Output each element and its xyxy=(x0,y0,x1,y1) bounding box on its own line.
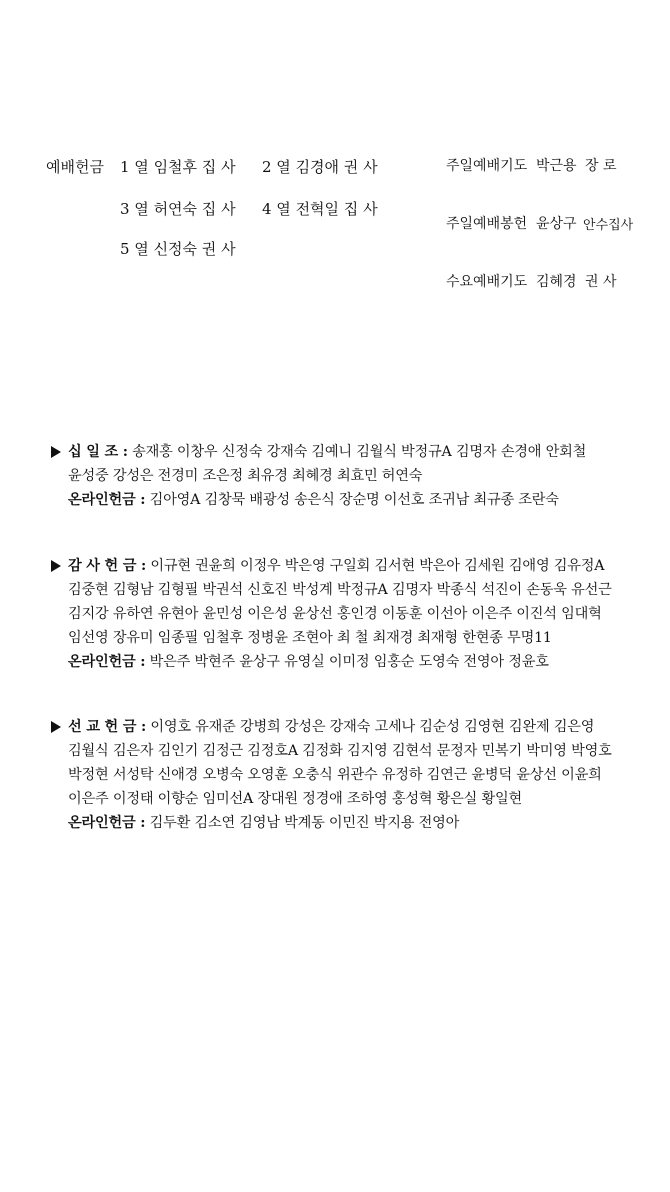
role-2-name: 윤상구 xyxy=(536,216,577,232)
section-2-online-names: 박은주 박현주 윤상구 유영실 이미정 임홍순 도영숙 전영아 정윤호 xyxy=(149,654,549,670)
offering-row-3-a: 5 열 신정숙 권 사 xyxy=(120,240,236,258)
section-1-online xyxy=(68,489,559,509)
offering-row-1-b: 2 열 김경애 권 사 xyxy=(262,158,378,176)
section-2-heading: 감 사 헌 금 : xyxy=(68,558,147,574)
section-1-online-names: 김아영A 김창묵 배광성 송은식 장순명 이선호 조귀남 최규종 조란숙 xyxy=(149,492,559,508)
bullet-triangle-icon xyxy=(51,721,61,733)
section-3-online xyxy=(68,812,459,832)
section-3-heading: 선 교 헌 금 : xyxy=(68,719,147,735)
section-3-line-1 xyxy=(68,716,594,736)
role-3-rank: 권 사 xyxy=(585,274,617,290)
section-3-line-2: 김월식 김은자 김인기 김정근 김정호A 김정화 김지영 김현석 문정자 민복기 박미영 박영호 xyxy=(68,743,612,759)
section-1-names: 송재홍 이창우 신정숙 강재숙 김예니 김월식 박정규A 김명자 손경애 안회철 xyxy=(132,444,587,460)
offering-row-1-a: 1 열 임철후 집 사 xyxy=(120,158,236,176)
section-1-line-2: 윤성중 강성은 전경미 조은정 최유경 최혜경 최효민 허연숙 xyxy=(68,468,423,484)
bullet-triangle-icon xyxy=(51,560,61,572)
section-3-line-4: 이은주 이정태 이향순 임미선A 장대원 정경애 조하영 홍성혁 황은실 황일현 xyxy=(68,791,522,807)
offering-row-2-a: 3 열 허연숙 집 사 xyxy=(120,200,236,218)
section-3-online-label: 온라인헌금 : xyxy=(68,815,146,831)
offering-label: 예배헌금 xyxy=(46,158,104,176)
section-2-line-2: 김중현 김형남 김형필 박권석 신호진 박성계 박정규A 김명자 박종식 석진이 손동욱 유선근 xyxy=(68,582,612,598)
role-3-title: 수요예배기도 xyxy=(446,274,528,290)
section-3-line-3: 박정현 서성탁 신애경 오병숙 오영훈 오충식 위관수 유정하 김연근 윤병덕 윤상선 이윤희 xyxy=(68,767,602,783)
bullet-triangle-icon xyxy=(51,446,61,458)
section-1-online-label: 온라인헌금 : xyxy=(68,492,146,508)
role-2-title: 주일예배봉헌 xyxy=(446,216,528,232)
role-2-rank: 안수집사 xyxy=(583,218,634,233)
section-1-line-1 xyxy=(68,441,586,461)
section-2-names: 이규현 권윤희 이정우 박은영 구일회 김서현 박은아 김세원 김애영 김유정A xyxy=(150,558,605,574)
section-2-line-3: 김지강 유하연 유현아 윤민성 이은성 윤상선 홍인경 이동훈 이선아 이은주 이진석 임대혁 xyxy=(68,606,602,622)
section-3-names: 이영호 유재준 강병희 강성은 강재숙 고세나 김순성 김영현 김완제 김은영 xyxy=(150,719,595,735)
role-1-rank: 장 로 xyxy=(585,158,617,174)
section-2-online-label: 온라인헌금 : xyxy=(68,654,146,670)
role-3-name: 김혜경 xyxy=(536,274,577,290)
role-1-title: 주일예배기도 xyxy=(446,158,528,174)
role-1-name: 박근용 xyxy=(536,158,577,174)
section-1-heading: 십 일 조 : xyxy=(68,444,128,460)
section-2-online xyxy=(68,651,549,671)
section-3-online-names: 김두환 김소연 김영남 박계동 이민진 박지용 전영아 xyxy=(149,815,460,831)
section-2-line-4: 임선영 장유미 임종필 임철후 정병윤 조현아 최 철 최재경 최재형 한현종 무명11 xyxy=(68,630,552,646)
section-2-line-1 xyxy=(68,555,604,575)
offering-row-2-b: 4 열 전혁일 집 사 xyxy=(262,200,378,218)
